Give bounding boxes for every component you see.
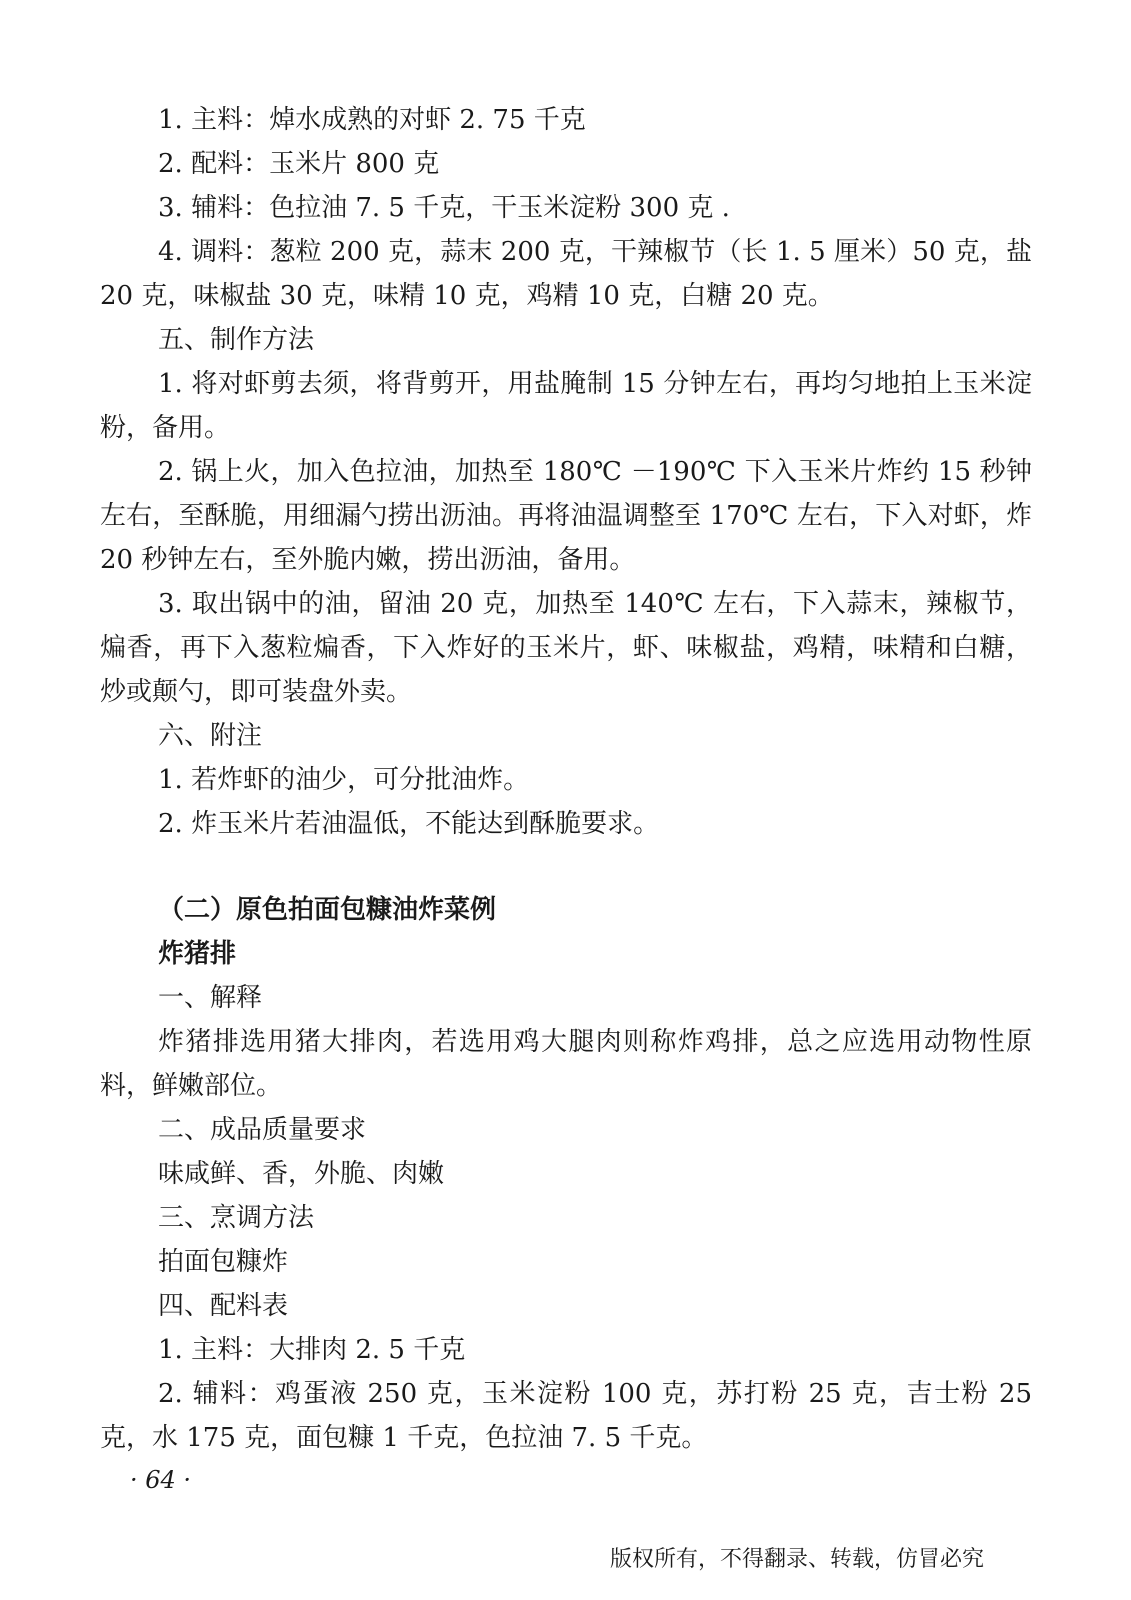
note-1: 1. 若炸虾的油少，可分批油炸。 bbox=[158, 765, 530, 795]
method-heading: 五、制作方法 bbox=[158, 325, 315, 355]
ingredient-main: 1. 主料：焯水成熟的对虾 2. 75 千克 bbox=[158, 105, 586, 135]
ingredient-auxiliary: 3. 辅料：色拉油 7. 5 千克，干玉米淀粉 300 克 . bbox=[158, 193, 730, 223]
ingredient-side: 2. 配料：玉米片 800 克 bbox=[158, 149, 440, 179]
explain-heading: 一、解释 bbox=[158, 983, 263, 1013]
method-step-2: 2. 锅上火，加入色拉油，加热至 180℃ －190℃ 下入玉米片炸约 15 秒钟左右，至酥脆，用细漏勺捞出沥油。再将油温调整至 170℃ 左右，下入对虾，炸 20 秒钟左右，至外脆内嫩，捞出沥油，备用。 bbox=[100, 457, 1032, 575]
method-step-1: 1. 将对虾剪去须，将背剪开，用盐腌制 15 分钟左右，再均匀地拍上玉米淀粉，备用。 bbox=[100, 369, 1032, 443]
copyright-notice: 版权所有，不得翻录、转载，仿冒必究 bbox=[610, 1547, 985, 1572]
dish-title: 炸猪排 bbox=[158, 939, 237, 969]
section-title: （二）原色拍面包糠油炸菜例 bbox=[158, 895, 497, 925]
section-gap bbox=[100, 846, 1032, 888]
method-step-3: 3. 取出锅中的油，留油 20 克，加热至 140℃ 左右，下入蒜末，辣椒节，煸香，再下入葱粒煸香，下入炸好的玉米片，虾、味椒盐，鸡精，味精和白糖，炒或颠勺，即可装盘外卖。 bbox=[100, 589, 1032, 707]
cook-text: 拍面包糠炸 bbox=[158, 1247, 289, 1277]
ingredient-seasoning: 4. 调料：葱粒 200 克，蒜末 200 克，干辣椒节（长 1. 5 厘米）50 克，盐 20 克，味椒盐 30 克，味精 10 克，鸡精 10 克，白糖 20 克。 bbox=[100, 237, 1032, 311]
quality-text: 味咸鲜、香，外脆、肉嫩 bbox=[158, 1159, 445, 1189]
note-2: 2. 炸玉米片若油温低，不能达到酥脆要求。 bbox=[158, 809, 660, 839]
ingredients-heading: 四、配料表 bbox=[158, 1291, 289, 1321]
quality-heading: 二、成品质量要求 bbox=[158, 1115, 367, 1145]
cook-heading: 三、烹调方法 bbox=[158, 1203, 315, 1233]
ingredient-pork-main: 1. 主料：大排肉 2. 5 千克 bbox=[158, 1335, 466, 1365]
notes-heading: 六、附注 bbox=[158, 721, 263, 751]
ingredient-pork-auxiliary: 2. 辅料：鸡蛋液 250 克，玉米淀粉 100 克，苏打粉 25 克，吉士粉 25 克，水 175 克，面包糠 1 千克，色拉油 7. 5 千克。 bbox=[100, 1379, 1032, 1453]
page-body bbox=[100, 98, 1032, 1460]
explain-text: 炸猪排选用猪大排肉，若选用鸡大腿肉则称炸鸡排，总之应选用动物性原料，鲜嫩部位。 bbox=[100, 1027, 1032, 1101]
page-number: · 64 · bbox=[130, 1466, 192, 1494]
